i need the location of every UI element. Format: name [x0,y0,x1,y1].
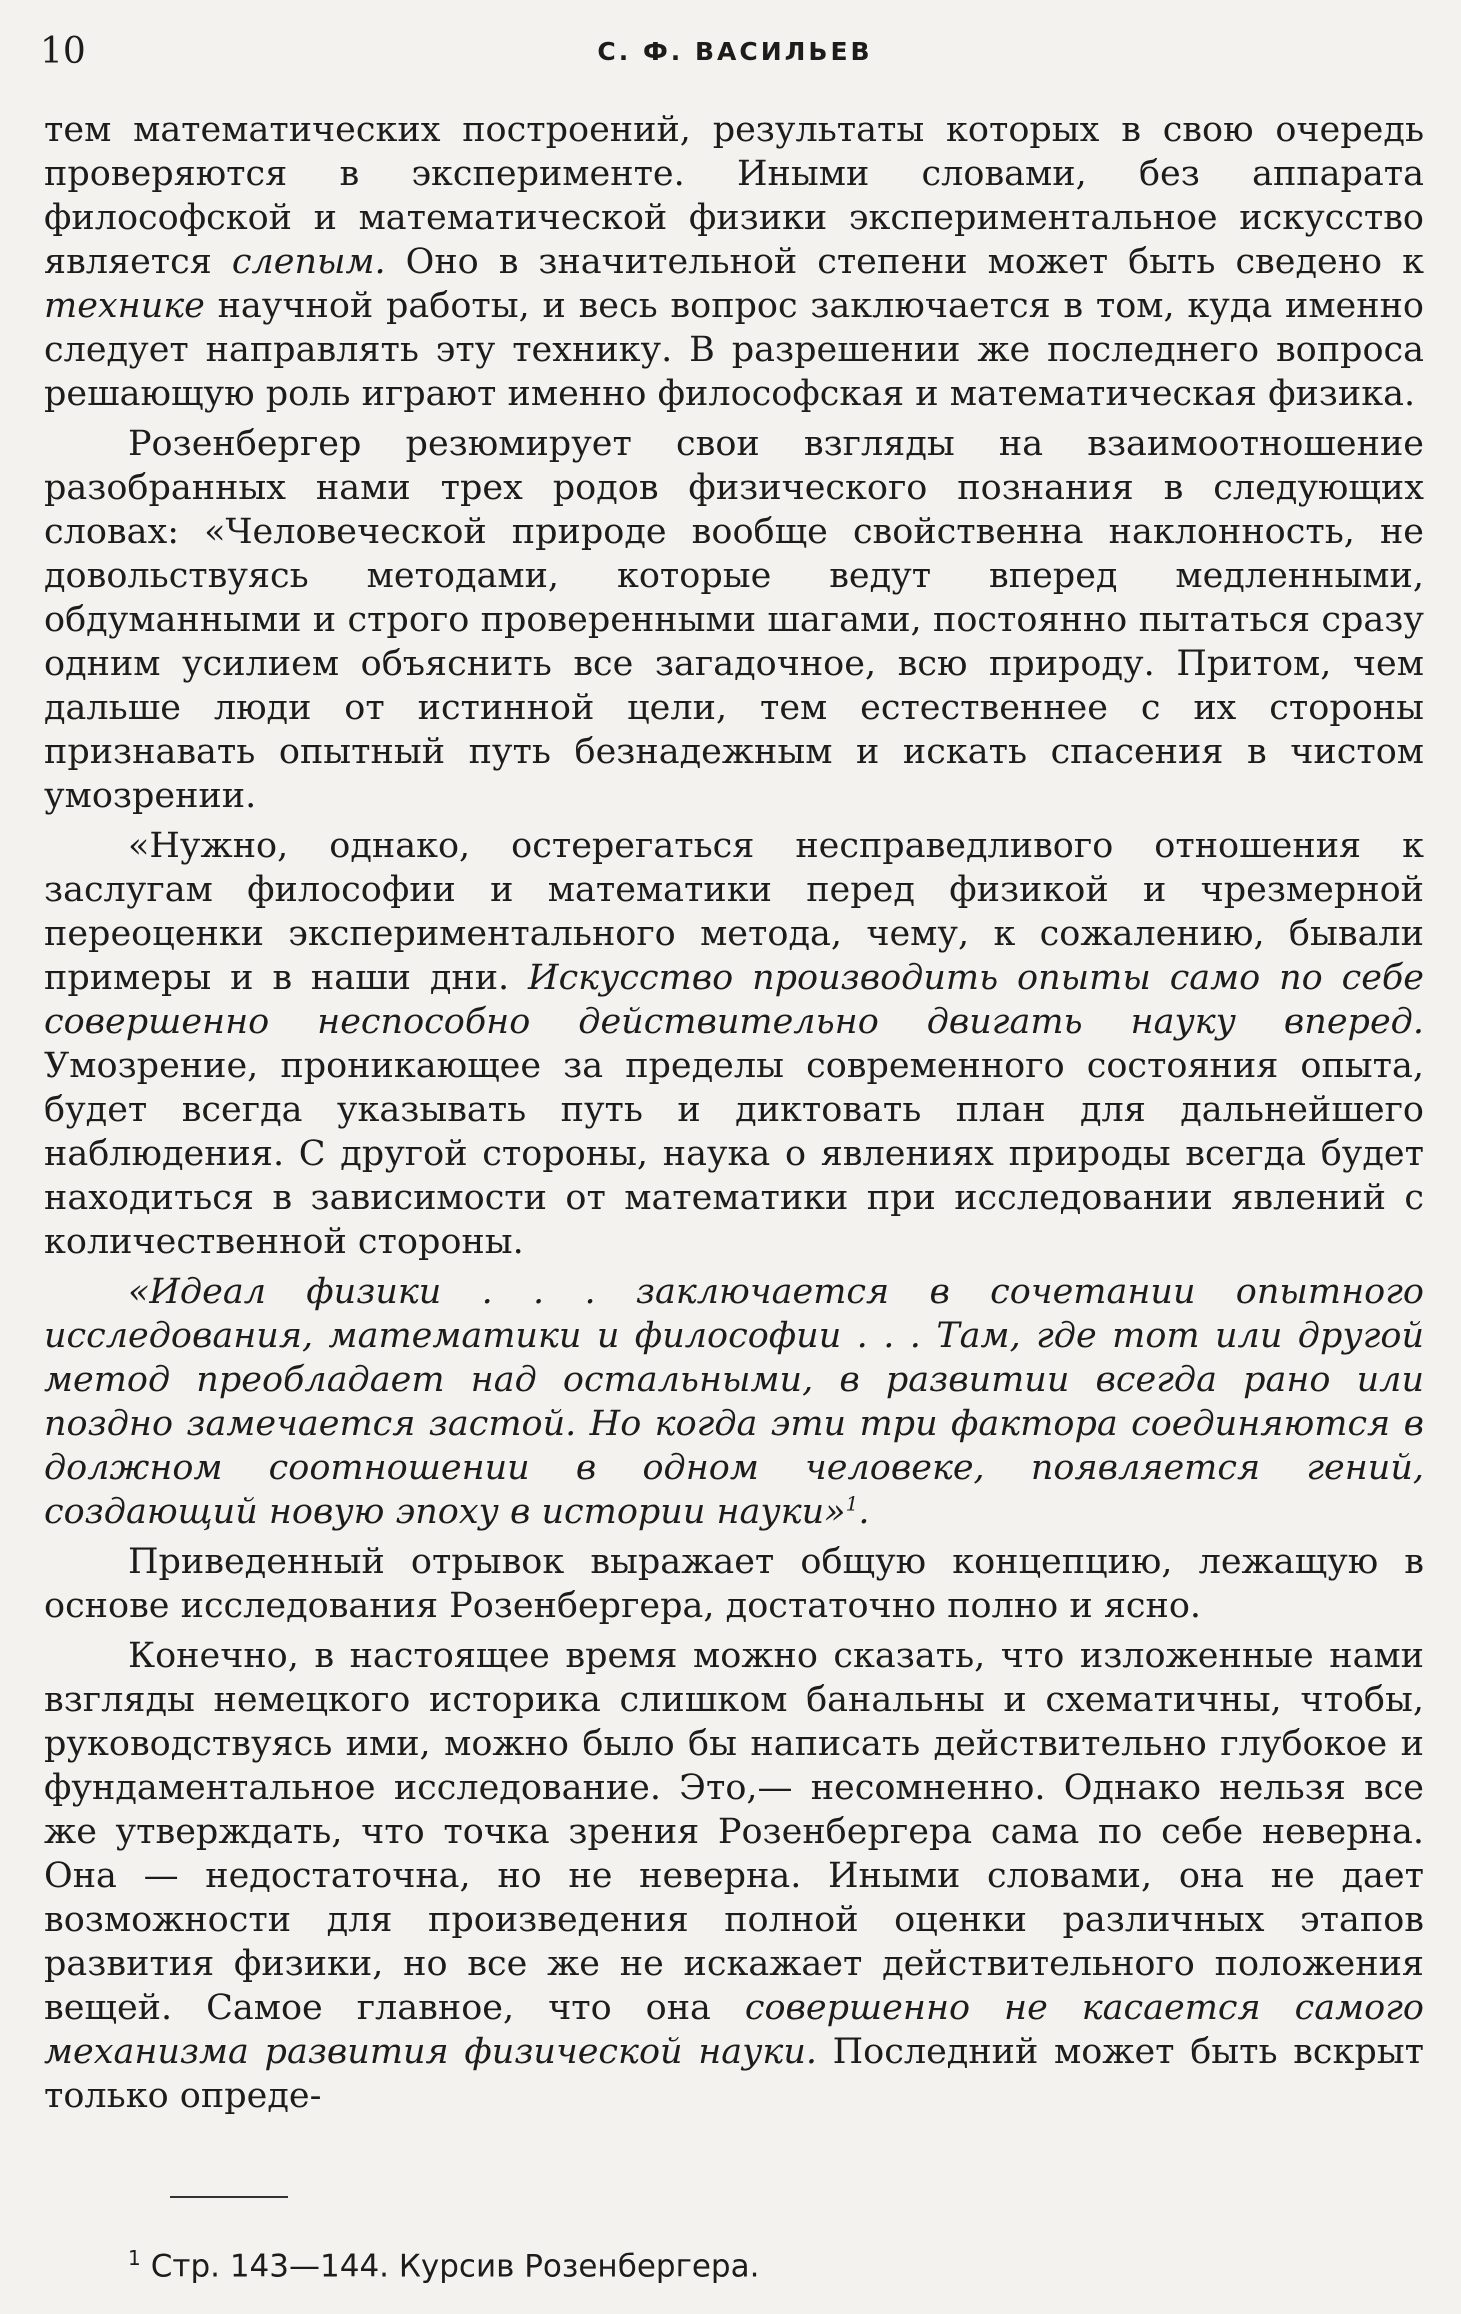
paragraph-6 [44,1634,1424,2118]
paragraph-3 [44,824,1424,1264]
paragraph-1-text-b: Оно в значительной степени может быть сведено к [385,242,1424,282]
paragraph-4-quote [44,1270,1424,1534]
paragraph-3-text: «Нужно, однако, остерегаться несправедливого отношения к заслугам философии и математики перед физикой и чрезмерной переоценки экспериментального метода, чему, к сожалению, бывали примеры и в наши дни. [44,826,1424,998]
paragraph-1 [44,108,1424,416]
paragraph-1-text: тем математических построений, результаты которых в свою очередь проверяются в эксперименте. Иными словами, без аппарата философской и математической физики экспериментальное искусство является [44,110,1424,282]
paragraph-1-emphasis-1: слепым. [231,242,386,282]
paragraph-5 [44,1540,1424,1628]
paragraph-1-text-c: научной работы, и весь вопрос заключается в том, куда именно следует направлять эту технику. В разрешении же последнего вопроса решающую роль играют именно философская и математическая физика. [44,286,1424,414]
paragraph-3-text-b: Умозрение, проникающее за пределы современного состояния опыта, будет всегда указывать путь и диктовать план для дальнейшего наблюдения. С другой стороны, наука о явлениях природы всегда будет находиться в зависимости от математики при исследовании явлений с количественной стороны. [44,1046,1424,1262]
paragraph-6-text: Конечно, в настоящее время можно сказать, что изложенные нами взгляды немецкого историка слишком банальны и схематичны, чтобы, руководствуясь ими, можно было бы написать действительно глубокое и фундаментальное исследование. Это,— несомненно. Однако нельзя все же утверждать, что точка зрения Розенбергера сама по себе неверна. Она — недостаточна, но не неверна. Иными словами, она не дает возможности для произведения полной оценки различных этапов развития физики, но все же не искажает действительного положения вещей. Самое главное, что она [44,1636,1424,2028]
paragraph-1-emphasis-2: технике [44,286,205,326]
paragraph-4-end: . [858,1492,870,1532]
paragraph-5-text: Приведенный отрывок выражает общую концепцию, лежащую в основе исследования Розенбергера, достаточно полно и ясно. [44,1542,1424,1626]
running-head [40,28,1430,76]
text-body [44,108,1424,2124]
paragraph-2 [44,422,1424,818]
footnote-reference: 1 [845,1491,859,1516]
page-number: 10 [40,31,86,72]
paragraph-6-emphasis: совершенно не касается самого механизма развития физической науки. [44,1988,1424,2072]
running-title: С. Ф. ВАСИЛЬЕВ [597,37,873,66]
footnote-divider [170,2196,288,2198]
footnote-text: Стр. 143—144. Курсив Розенбергера. [150,2248,760,2285]
paragraph-6-text-b: Последний может быть вскрыт только опреде- [44,2032,1424,2116]
paragraph-4-text: «Идеал физики . . . заключается в сочетании опытного исследования, математики и философии . . . Там, где тот или другой метод преобладает над остальными, в развитии всегда рано или поздно замечается застой. Но когда эти три фактора соединяются в должном соотношении в одном человеке, появляется гений, создающий новую эпоху в истории науки» [44,1272,1424,1532]
paragraph-2-text: Розенбергер резюмирует свои взгляды на взаимоотношение разобранных нами трех родов физического познания в следующих словах: «Человеческой природе вообще свойственна наклонность, не довольствуясь методами, которые ведут вперед медленными, обдуманными и строго проверенными шагами, постоянно пытаться сразу одним усилием объяснить все загадочное, всю природу. Притом, чем дальше люди от истинной цели, тем естественнее с их стороны признавать опытный путь безнадежным и искать спасения в чистом умозрении. [44,424,1424,816]
footnote [128,2238,759,2286]
paragraph-3-emphasis: Искусство производить опыты само по себе совершенно неспособно действительно двигать науку вперед. [44,958,1425,1042]
footnote-mark: 1 [128,2246,141,2270]
